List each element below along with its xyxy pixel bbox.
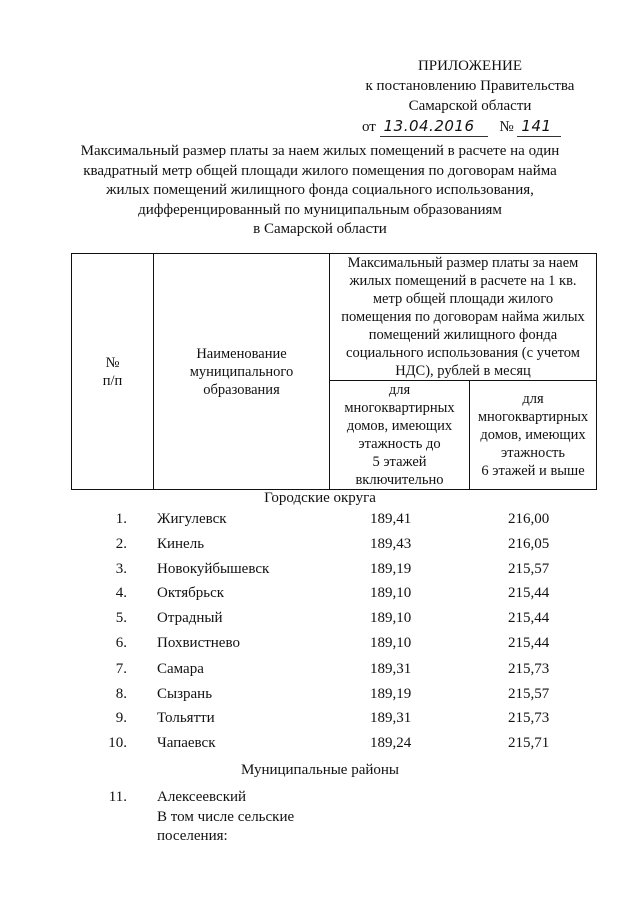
- section-municipal-districts: Муниципальные районы: [240, 762, 400, 778]
- handwritten-number: 141: [517, 116, 561, 137]
- header-col2-line: домов, имеющих: [480, 427, 586, 443]
- header-col2-line: многоквартирных: [477, 409, 589, 425]
- row-value-up-to-5: 189,24: [370, 735, 412, 751]
- row-value-6-plus: 215,71: [508, 735, 550, 751]
- header-col1-line: многоквартирных: [344, 400, 455, 416]
- appendix-line-2: Самарской области: [408, 98, 532, 114]
- header-cell-up-to-5-floors: [330, 381, 470, 490]
- table-row: [0, 635, 640, 657]
- header-max-line: жилых помещений в расчете на 1 кв.: [349, 273, 577, 289]
- header-name-line: Наименование: [196, 345, 287, 362]
- row-value-6-plus: 215,44: [508, 635, 550, 651]
- header-col1-line: включительно: [355, 472, 444, 488]
- document-title: [60, 142, 580, 240]
- row-value-6-plus: 215,57: [508, 686, 550, 702]
- table-row: [0, 511, 640, 533]
- header-col1-line: 5 этажей: [372, 454, 427, 470]
- handwritten-date: 13.04.2016: [380, 116, 488, 137]
- table-row: [0, 561, 640, 583]
- title-line: квадратный метр общей площади жилого помещения по договорам найма: [83, 162, 557, 179]
- title-line: жилых помещений жилищного фонда социального использования,: [106, 182, 534, 198]
- header-name-line: образования: [203, 381, 280, 398]
- appendix-title: ПРИЛОЖЕНИЕ: [417, 58, 523, 74]
- row-value-6-plus: 215,73: [508, 661, 550, 677]
- header-cell-6-floors-and-above: [470, 381, 597, 490]
- appendix-line-1: к постановлению Правительства: [365, 78, 575, 94]
- header-col2-line: 6 этажей и выше: [481, 463, 585, 479]
- header-max-line: метр общей площади жилого: [372, 291, 554, 307]
- row-value-up-to-5: 189,43: [370, 536, 412, 552]
- row-number: 2.: [115, 536, 127, 552]
- row-value-up-to-5: 189,31: [370, 661, 412, 677]
- header-max-line: помещения по договорам найма жилых: [341, 309, 585, 325]
- row-name: Кинель: [157, 536, 205, 552]
- row-name: Тольятти: [157, 710, 215, 726]
- row-value-6-plus: 216,00: [508, 511, 550, 527]
- sub-line: В том числе сельские: [157, 809, 295, 825]
- row-number: 6.: [115, 635, 127, 651]
- header-col1-line: домов, имеющих: [346, 418, 453, 434]
- row-value-up-to-5: 189,41: [370, 511, 412, 527]
- appendix-dateline: [330, 116, 610, 137]
- row-name: Чапаевск: [157, 735, 216, 751]
- header-name-line: муниципального: [189, 363, 294, 380]
- row-value-6-plus: 215,57: [508, 561, 550, 577]
- row-number: 4.: [115, 585, 127, 601]
- header-col2-line: для: [522, 391, 544, 407]
- row-number: 3.: [115, 561, 127, 577]
- sub-line: поселения:: [157, 828, 228, 844]
- table-row: [0, 585, 640, 607]
- appendix-header: [330, 56, 610, 137]
- header-max-line: Максимальный размер платы за наем: [347, 255, 579, 271]
- title-line: дифференцированный по муниципальным образованиям: [138, 201, 502, 218]
- header-col1-line: этажность до: [358, 436, 441, 452]
- table-row: [0, 710, 640, 732]
- table-row: [0, 789, 640, 811]
- row-name: Похвистнево: [157, 635, 240, 651]
- header-max-line: помещений жилищного фонда: [368, 327, 558, 343]
- row-value-up-to-5: 189,19: [370, 686, 412, 702]
- row-name: Сызрань: [157, 686, 213, 702]
- row-value-up-to-5: 189,31: [370, 710, 412, 726]
- row-number: 5.: [115, 610, 127, 626]
- title-line: в Самарской области: [253, 221, 387, 237]
- table-row: [0, 735, 640, 757]
- number-sign: №: [499, 119, 514, 135]
- header-cell-number: [72, 254, 154, 490]
- rural-settlements-note: [157, 808, 294, 846]
- table-row: [0, 686, 640, 708]
- row-value-up-to-5: 189,19: [370, 561, 412, 577]
- row-number: 10.: [108, 735, 127, 751]
- row-name: Самара: [157, 661, 204, 677]
- table-header: [71, 253, 597, 490]
- row-value-6-plus: 215,73: [508, 710, 550, 726]
- table-row: [0, 661, 640, 683]
- header-cell-max-rate: [330, 254, 597, 381]
- row-value-up-to-5: 189,10: [370, 635, 412, 651]
- row-name: Жигулевск: [157, 511, 227, 527]
- title-line: Максимальный размер платы за наем жилых помещений в расчете на один: [80, 143, 560, 159]
- row-value-up-to-5: 189,10: [370, 585, 412, 601]
- header-number-line: №: [105, 354, 120, 371]
- section-urban-districts: Городские округа: [264, 490, 376, 506]
- row-number: 11.: [108, 789, 127, 805]
- row-name: Алексеевский: [157, 789, 247, 805]
- header-cell-name: [154, 254, 330, 490]
- row-value-6-plus: 215,44: [508, 585, 550, 601]
- row-number: 9.: [115, 710, 127, 726]
- header-number-line: п/п: [102, 372, 123, 389]
- header-max-line: НДС), рублей в месяц: [395, 363, 531, 379]
- row-number: 7.: [115, 661, 127, 677]
- header-col2-line: этажность: [501, 445, 565, 461]
- header-max-line: социального использования (с учетом: [346, 345, 580, 361]
- row-value-6-plus: 216,05: [508, 536, 550, 552]
- row-number: 8.: [115, 686, 127, 702]
- row-value-up-to-5: 189,10: [370, 610, 412, 626]
- table-row: [0, 536, 640, 558]
- row-number: 1.: [115, 511, 127, 527]
- table-row: [0, 610, 640, 632]
- date-prefix: от: [362, 119, 376, 135]
- row-value-6-plus: 215,44: [508, 610, 550, 626]
- row-name: Новокуйбышевск: [157, 561, 270, 577]
- header-col1-line: для: [388, 382, 411, 398]
- row-name: Октябрьск: [157, 585, 225, 601]
- row-name: Отрадный: [157, 610, 223, 626]
